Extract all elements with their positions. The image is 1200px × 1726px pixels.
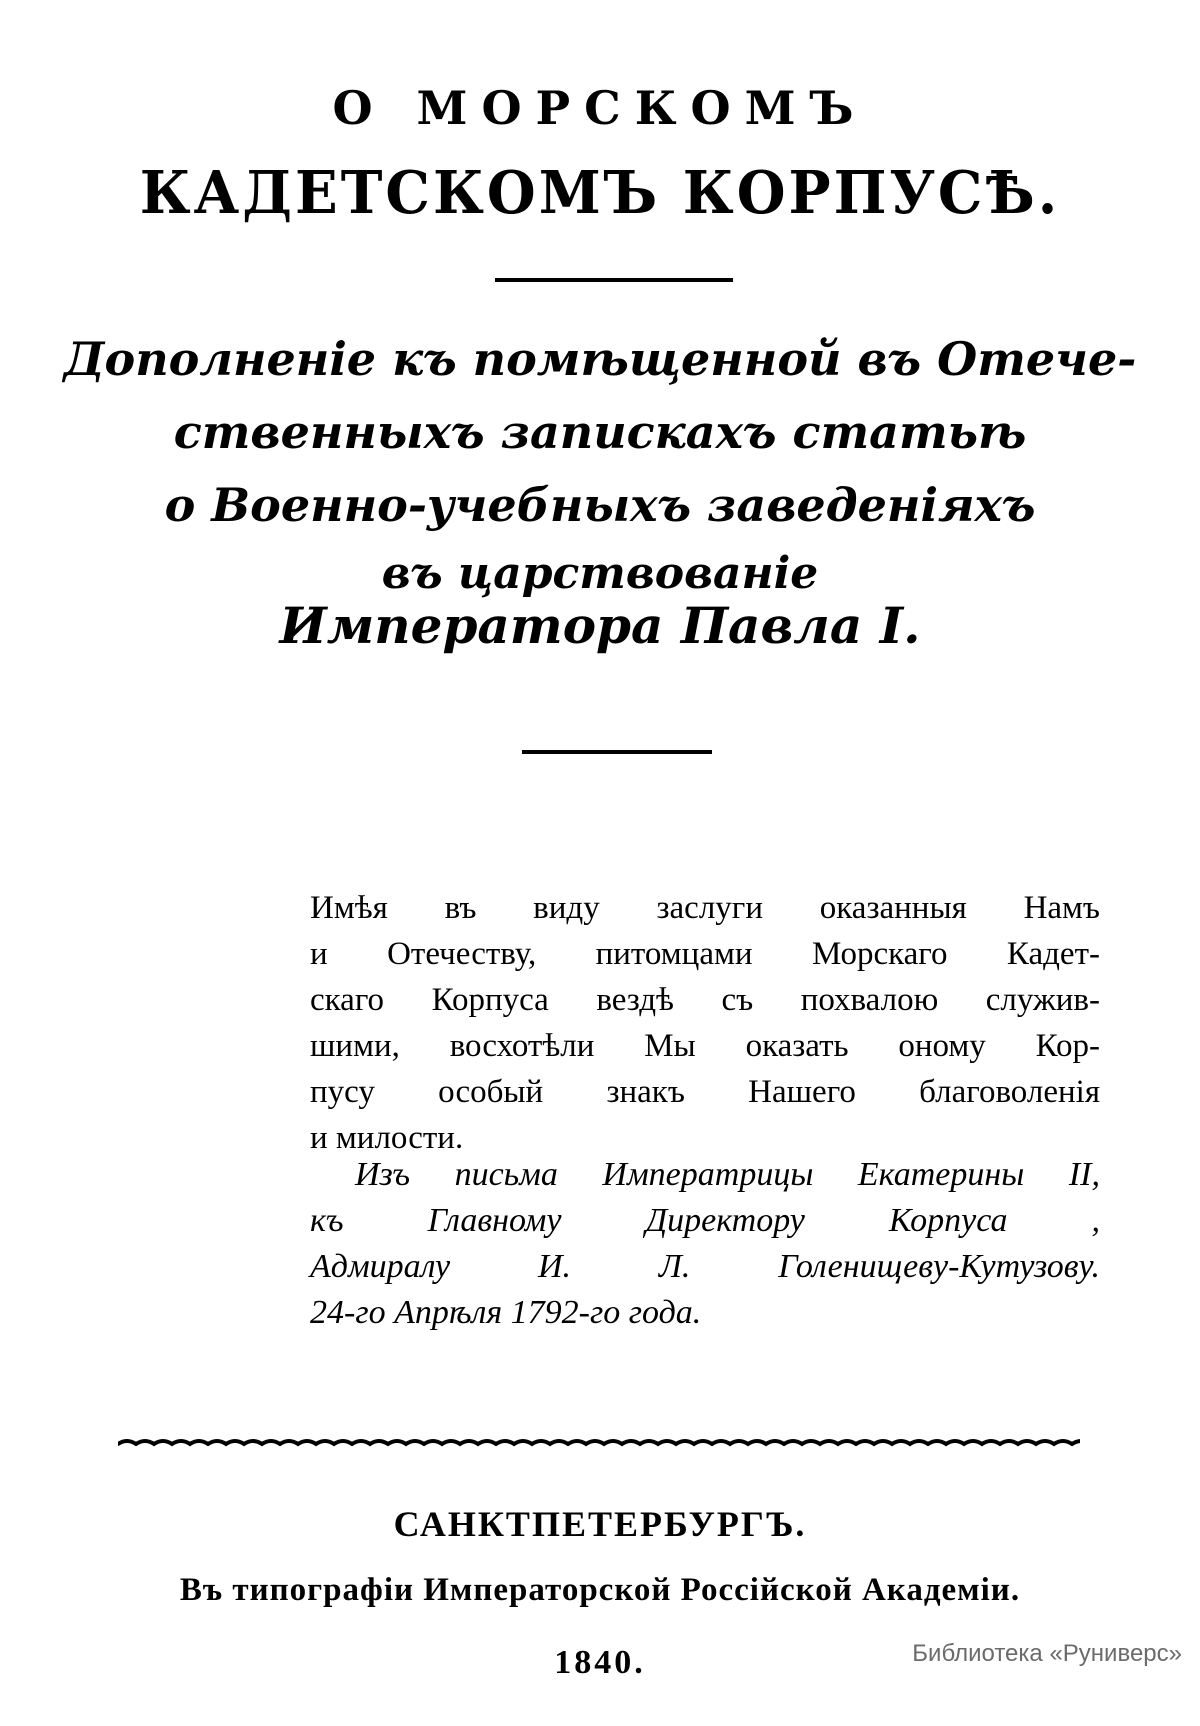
library-watermark: Библиотека «Руниверс» — [912, 1640, 1182, 1667]
epigraph-line-2: и Отечеству, питомцами Морскаго Кадет- — [310, 936, 1100, 972]
imprint-printer: Въ типографіи Императорской Россійской Академіи. — [179, 1572, 1021, 1608]
epigraph-source-line-2: къ Главному Директору Корпуса , — [310, 1202, 1100, 1239]
subtitle-line-1: Дополненіе къ помѣщенной въ Отече- — [63, 332, 1137, 386]
epigraph-quote — [310, 885, 1100, 1161]
epigraph-source-line-3: Адмиралу И. Л. Голенищеву-Кутузову. — [310, 1248, 1100, 1285]
imprint-city: САНКТПЕТЕРБУРГЪ. — [393, 1504, 807, 1544]
subtitle-line-5: Императора Павла I. — [279, 596, 921, 655]
epigraph-source — [310, 1152, 1100, 1336]
epigraph-line-6: и милости. — [310, 1120, 464, 1156]
ornamental-divider — [118, 1430, 1080, 1458]
epigraph-line-1: Имѣя въ виду заслуги оказанныя Намъ — [310, 890, 1100, 926]
subtitle-line-3: о Военно-учебныхъ заведеніяхъ — [164, 478, 1036, 532]
epigraph-line-4: шими, восхотѣли Мы оказать оному Кор- — [310, 1028, 1100, 1064]
title-line-2: КАДЕТСКОМЪ КОРПУСѢ. — [139, 158, 1061, 228]
title-line-1: О МОРСКОМЪ — [332, 81, 868, 135]
epigraph-source-line-1: Изъ письма Императрицы Екатерины II, — [355, 1156, 1100, 1193]
subtitle-line-4: въ царствованіе — [381, 548, 819, 599]
epigraph-source-line-4: 24-го Апрѣля 1792-го года. — [310, 1294, 702, 1331]
subtitle-rule — [522, 750, 712, 754]
imprint-year: 1840. — [554, 1644, 646, 1681]
title-rule — [495, 278, 733, 282]
epigraph-line-3: скаго Корпуса вездѣ съ похвалою служив- — [310, 982, 1100, 1018]
epigraph-line-5: пусу особый знакъ Нашего благоволенія — [310, 1074, 1100, 1110]
subtitle-line-2: ственныхъ запискахъ статьѣ — [173, 405, 1027, 459]
